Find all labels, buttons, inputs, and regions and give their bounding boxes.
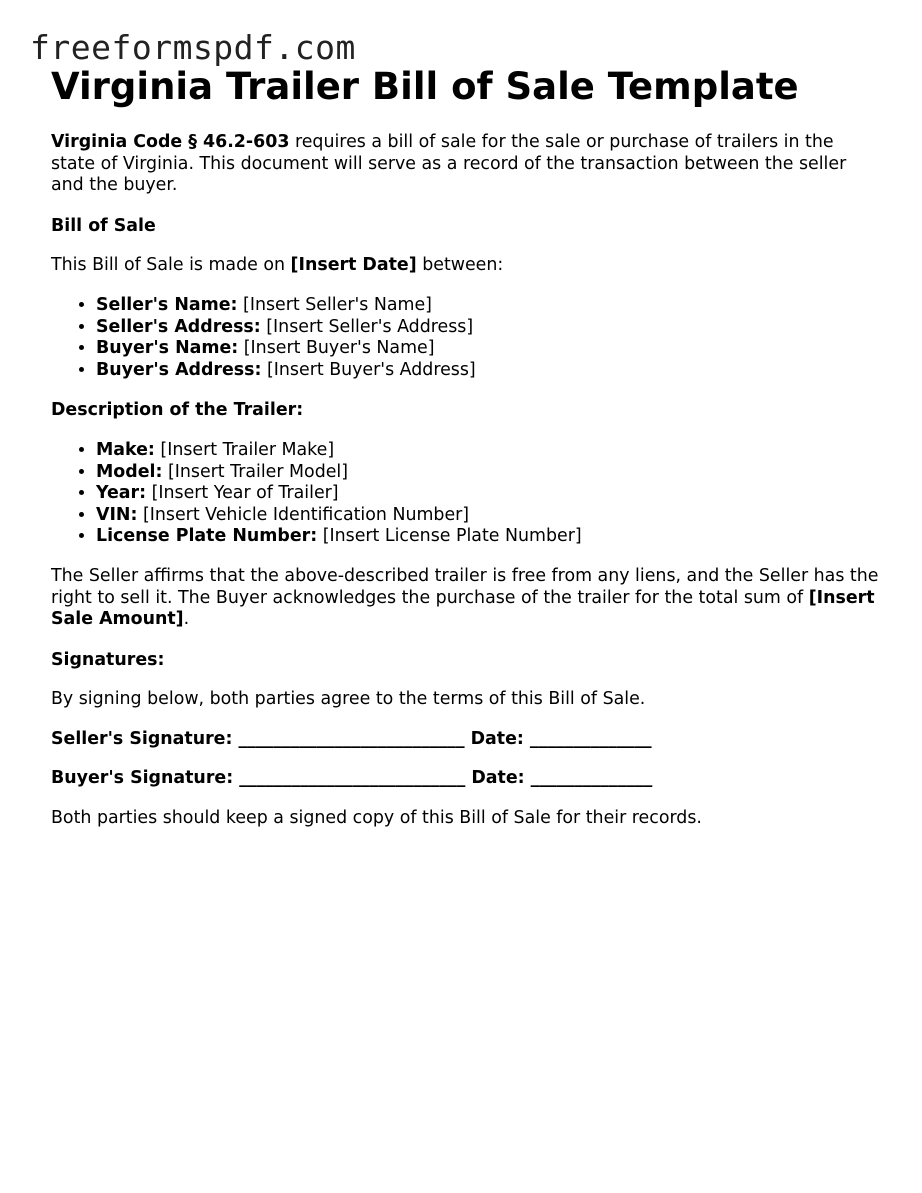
- field-label: Buyer's Address:: [96, 359, 262, 380]
- made-on-suffix: between:: [416, 255, 504, 276]
- field-label: Make:: [96, 439, 155, 460]
- list-item: [96, 462, 881, 484]
- list-item: [96, 505, 881, 527]
- field-value: [Insert Seller's Address]: [260, 316, 474, 337]
- field-label: Seller's Address:: [96, 316, 261, 337]
- trailer-list: [51, 440, 881, 548]
- affirmation-paragraph: [51, 566, 881, 631]
- field-label: Model:: [96, 461, 163, 482]
- list-item: [96, 338, 881, 360]
- insert-date: [Insert Date]: [290, 255, 417, 276]
- field-value: [Insert Buyer's Name]: [238, 338, 435, 359]
- field-label: Buyer's Name:: [96, 338, 239, 359]
- document-title: Virginia Trailer Bill of Sale Template: [51, 65, 799, 108]
- field-value: [Insert Buyer's Address]: [261, 359, 476, 380]
- field-value: [Insert Seller's Name]: [237, 294, 432, 315]
- intro-text: requires a bill of sale for the sale or purchase of trailers in the state of Virginia. This document will serve as a record of the transaction between the seller and the buyer.: [51, 132, 847, 196]
- list-item: [96, 360, 881, 382]
- document-body: [51, 62, 881, 830]
- field-label: Seller's Name:: [96, 294, 238, 315]
- intro-paragraph: [51, 132, 881, 197]
- list-item: [96, 295, 881, 317]
- list-item: [96, 483, 881, 505]
- closing-paragraph: Both parties should keep a signed copy of this Bill of Sale for their records.: [51, 808, 702, 829]
- affirmation-end: .: [183, 609, 190, 630]
- field-label: Year:: [96, 483, 147, 504]
- seller-signature-line: [51, 729, 881, 751]
- list-item: [96, 317, 881, 339]
- code-reference: Virginia Code § 46.2-603: [51, 132, 290, 152]
- insert-sale-amount: [Insert Sale Amount]: [51, 587, 875, 630]
- field-label: VIN:: [96, 504, 138, 525]
- buyer-signature-line: [51, 768, 881, 790]
- affirmation-text: The Seller affirms that the above-described trailer is free from any liens, and the Seller has the right to sell it. The Buyer acknowledges the purchase of the trailer for the total sum of: [51, 565, 879, 608]
- signatures-heading: Signatures:: [51, 649, 165, 670]
- field-value: [Insert Trailer Model]: [162, 461, 349, 482]
- field-value: [Insert Year of Trailer]: [146, 483, 339, 504]
- parties-list: [51, 295, 881, 381]
- list-item: [96, 526, 881, 548]
- bill-of-sale-heading: Bill of Sale: [51, 215, 156, 236]
- field-value: [Insert Vehicle Identification Number]: [137, 504, 470, 525]
- field-label: License Plate Number:: [96, 526, 318, 547]
- buyer-signature-text: Buyer's Signature: __________________________ Date: ______________: [51, 768, 653, 789]
- list-item: [96, 440, 881, 462]
- made-on-prefix: This Bill of Sale is made on: [51, 255, 291, 276]
- watermark-text: freeformspdf.com: [30, 28, 356, 67]
- field-value: [Insert Trailer Make]: [154, 439, 335, 460]
- field-value: [Insert License Plate Number]: [317, 526, 582, 547]
- signing-paragraph: By signing below, both parties agree to the terms of this Bill of Sale.: [51, 689, 646, 710]
- seller-signature-text: Seller's Signature: __________________________ Date: ______________: [51, 728, 652, 749]
- trailer-description-heading: Description of the Trailer:: [51, 400, 304, 421]
- made-on-paragraph: [51, 255, 881, 277]
